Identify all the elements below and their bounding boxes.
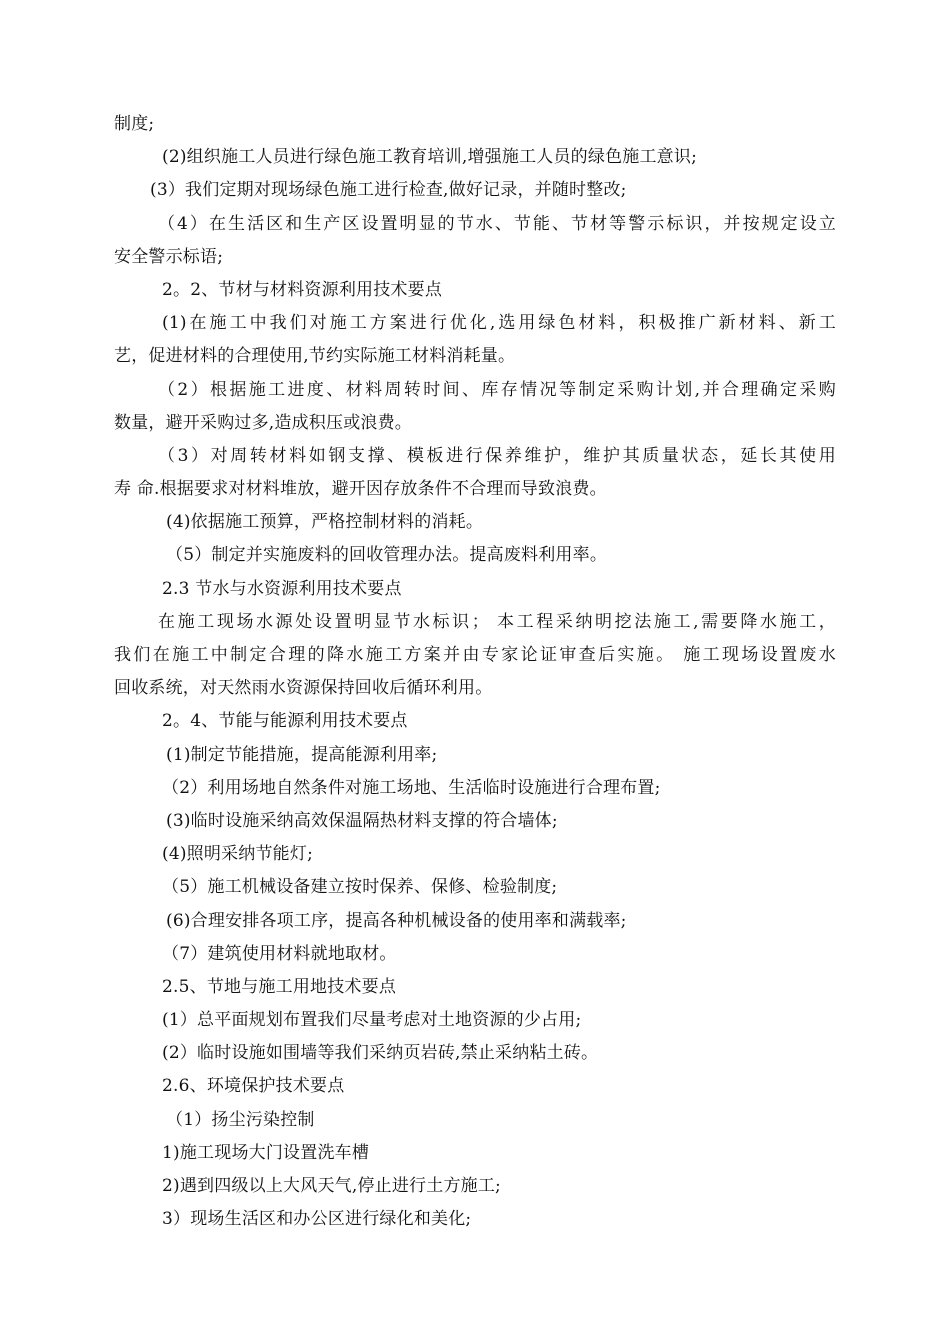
- text-line: (6)合理安排各项工序，提高各种机械设备的使用率和满载率;: [166, 910, 627, 931]
- text-line: (3)临时设施采纳高效保温隔热材料支撑的符合墙体;: [166, 810, 558, 831]
- text-line: （7）建筑使用材料就地取材。: [162, 943, 397, 964]
- text-line: （2）利用场地自然条件对施工场地、生活临时设施进行合理布置;: [162, 777, 661, 798]
- text-line: 寿 命.根据要求对材料堆放，避开因存放条件不合理而导致浪费。: [114, 479, 607, 500]
- text-line: 安全警示标语;: [114, 246, 224, 267]
- document-page: [114, 108, 836, 1236]
- section-heading: 2。2、节材与材料资源利用技术要点: [162, 279, 443, 300]
- text-line: (1）总平面规划布置我们尽量考虑对土地资源的少占用;: [162, 1010, 582, 1031]
- section-heading: 2。4、节能与能源利用技术要点: [162, 711, 408, 732]
- text-line: 数量，避开采购过多,造成积压或浪费。: [114, 412, 413, 433]
- text-line: 在施工现场水源处设置明显节水标识； 本工程采纳明挖法施工,需要降水施工，: [158, 611, 836, 632]
- text-line: 制度;: [114, 114, 155, 134]
- text-line: (2)组织施工人员进行绿色施工教育培训,增强施工人员的绿色施工意识;: [162, 147, 698, 168]
- text-line: （2）根据施工进度、材料周转时间、库存情况等制定采购计划,并合理确定采购: [158, 379, 836, 400]
- text-line: （1）扬尘污染控制: [166, 1109, 315, 1130]
- section-heading: 2.5、节地与施工用地技术要点: [162, 976, 397, 997]
- text-line: (1)制定节能措施，提高能源利用率;: [166, 744, 438, 765]
- text-line: 艺，促进材料的合理使用,节约实际施工材料消耗量。: [114, 346, 516, 367]
- text-line: (3）我们定期对现场绿色施工进行检查,做好记录，并随时整改;: [150, 180, 627, 201]
- text-line: (4)依据施工预算，严格控制材料的消耗。: [166, 512, 484, 533]
- text-line: 3）现场生活区和办公区进行绿化和美化;: [162, 1209, 472, 1230]
- text-line: （4）在生活区和生产区设置明显的节水、节能、节材等警示标识，并按规定设立: [158, 213, 836, 234]
- text-line: 回收系统，对天然雨水资源保持回收后循环利用。: [114, 678, 493, 699]
- text-line: （5）制定并实施废料的回收管理办法。提高废料利用率。: [166, 545, 608, 566]
- text-line: （3）对周转材料如钢支撑、模板进行保养维护，维护其质量状态，延长其使用: [158, 445, 836, 466]
- text-line: 1)施工现场大门设置洗车槽: [162, 1142, 370, 1163]
- section-heading: 2.3 节水与水资源利用技术要点: [162, 578, 402, 599]
- text-line: 2)遇到四级以上大风天气,停止进行土方施工;: [162, 1176, 501, 1196]
- text-line: (1)在施工中我们对施工方案进行优化,选用绿色材料，积极推广新材料、新工: [162, 313, 836, 334]
- section-heading: 2.6、环境保护技术要点: [162, 1076, 345, 1097]
- text-line: 我们在施工中制定合理的降水施工方案并由专家论证审查后实施。 施工现场设置废水: [114, 645, 836, 665]
- text-line: (2）临时设施如围墙等我们采纳页岩砖,禁止采纳粘土砖。: [162, 1043, 599, 1064]
- text-line: （5）施工机械设备建立按时保养、保修、检验制度;: [162, 877, 558, 898]
- text-line: (4)照明采纳节能灯;: [162, 844, 314, 865]
